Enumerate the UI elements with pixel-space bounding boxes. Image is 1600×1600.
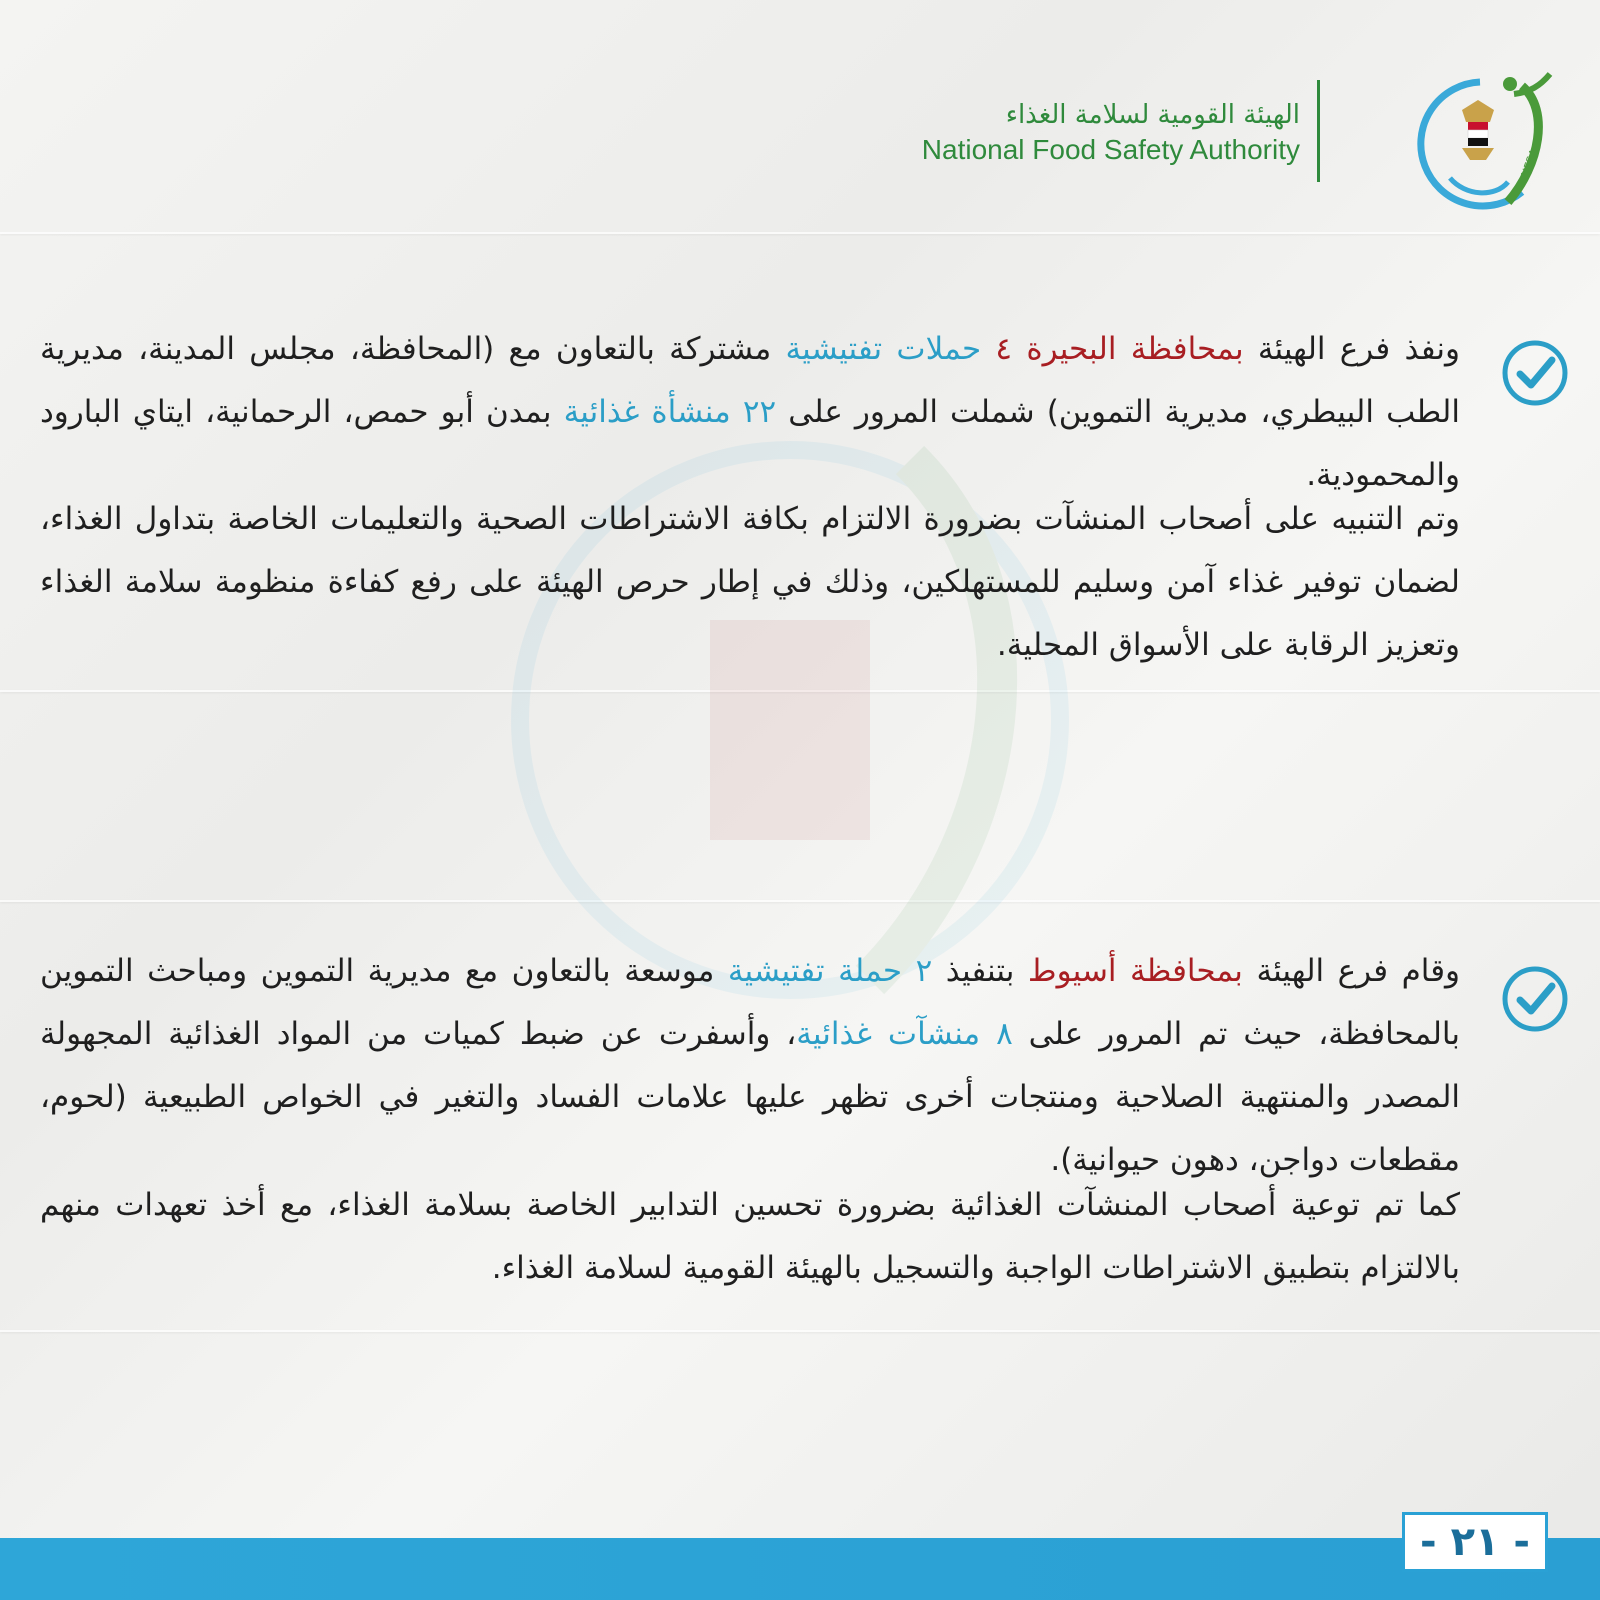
section-beheira bbox=[40, 318, 1570, 678]
governorate-name: بمحافظة أسيوط bbox=[1027, 953, 1243, 989]
paragraph-beheira-campaigns: ونفذ فرع الهيئة بمحافظة البحيرة ٤ حملات تفتيشية مشتركة بالتعاون مع (المحافظة، مجلس المدينة، مديرية الطب البيطري، مديرية التموين) شملت المرور على ٢٢ منشأة غذائية بمدن أبو حمص، الرحمانية، ايتاي البارود والمحمودية. bbox=[40, 331, 1460, 493]
paper-crease bbox=[0, 1330, 1600, 1332]
logo-emblem-text: NFSA bbox=[1518, 147, 1541, 180]
footer-bar bbox=[0, 1538, 1600, 1600]
org-name-arabic: الهيئة القومية لسلامة الغذاء bbox=[1005, 100, 1300, 130]
facility-count: ٢٢ منشأة غذائية bbox=[563, 394, 777, 430]
paragraph-assiut-campaigns: وقام فرع الهيئة بمحافظة أسيوط بتنفيذ ٢ حملة تفتيشية موسعة بالتعاون مع مديرية التموين ومباحث التموين بالمحافظة، حيث تم المرور على ٨ منشآت غذائية، وأسفرت عن ضبط كميات من المواد الغذائية المجهولة المصدر والمنتهية الصلاحية ومنتجات أخرى تظهر عليها علامات الفساد والتغير في الخواص الطبيعية (لحوم، مقطعات دواجن، دهون حيوانية). bbox=[40, 953, 1461, 1178]
org-name-english: National Food Safety Authority bbox=[921, 134, 1300, 165]
paragraph-assiut-awareness: كما تم توعية أصحاب المنشآت الغذائية بضرورة تحسين التدابير الخاصة بسلامة الغذاء، مع أخذ تعهدات منهم بالالتزام بتطبيق الاشتراطات الواجبة والتسجيل بالهيئة القومية لسلامة الغذاء. bbox=[40, 1187, 1460, 1286]
eagle-emblem-icon bbox=[1462, 100, 1494, 160]
logo-divider bbox=[1317, 80, 1320, 182]
paragraph-beheira-warning: وتم التنبيه على أصحاب المنشآت بضرورة الالتزام بكافة الاشتراطات الصحية والتعليمات الخاصة بتداول الغذاء، لضمان توفير غذاء آمن وسليم للمستهلكين، وذلك في إطار حرص الهيئة على رفع كفاءة منظومة سلامة الغذاء وتعزيز الرقابة على الأسواق المحلية. bbox=[40, 501, 1460, 663]
paper-crease bbox=[0, 232, 1600, 234]
nfsa-logo bbox=[1390, 70, 1570, 210]
campaign-label: حملات تفتيشية bbox=[785, 331, 982, 367]
page-number: - ٢١ - bbox=[1420, 1519, 1530, 1565]
check-circle-icon bbox=[1500, 338, 1570, 408]
facility-count: ٨ منشآت غذائية bbox=[796, 1016, 1013, 1052]
governorate-name: بمحافظة البحيرة bbox=[1026, 331, 1244, 367]
campaign-count: ٤ bbox=[981, 331, 1027, 367]
check-circle-icon bbox=[1500, 964, 1570, 1034]
section-assiut bbox=[40, 940, 1570, 1300]
page-number-box bbox=[1402, 1512, 1548, 1572]
campaign-label: ٢ حملة تفتيشية bbox=[727, 953, 933, 989]
header bbox=[870, 70, 1570, 210]
